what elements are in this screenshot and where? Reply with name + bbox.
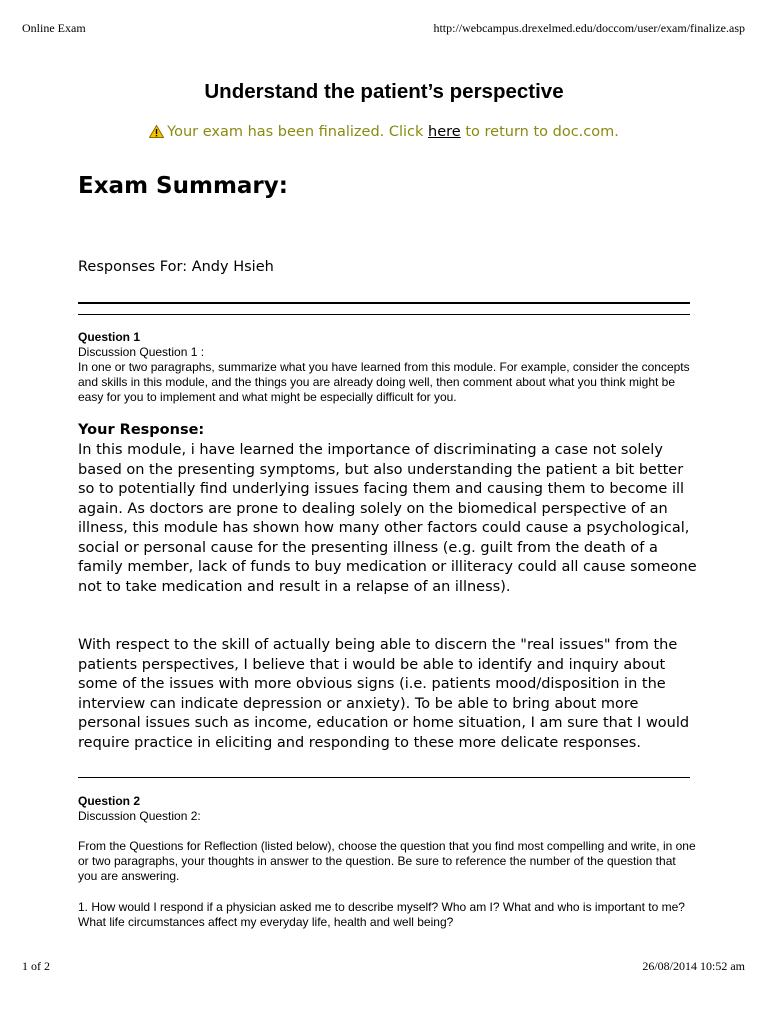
question-2-heading: Question 2 <box>78 794 141 808</box>
question-2-prompt: From the Questions for Reflection (listed below), choose the question that you find most compelling and write, in one or two paragraphs, your thoughts in answer to the question. Be sure to reference the number of the question that you are answering. <box>78 839 696 883</box>
footer-timestamp: 26/08/2014 10:52 am <box>642 959 745 973</box>
divider-question-2 <box>78 777 690 778</box>
notice-text-after: to return to doc.com. <box>460 124 619 140</box>
response-paragraph-2: With respect to the skill of actually being able to discern the "real issues" from the patients perspectives, I believe that i would be able to identify and inquiry about some of the issues with more obvious signs (i.e. patients mood/disposition in the interview can indicate depression or anxiety). To be able to bring about more personal issues such as income, education or home situation, I am sure that I would require practice in eliciting and responding to these more delicate responses. <box>78 637 690 751</box>
question-2-item-1: 1. How would I respond if a physician asked me to describe myself? Who am I? What and who is important to me? What life circumstances affect my everyday life, health and well being? <box>78 900 685 929</box>
warning-icon <box>149 125 164 142</box>
return-link[interactable]: here <box>428 124 461 140</box>
header-url: http://webcampus.drexelmed.edu/doccom/user/exam/finalize.asp <box>433 21 745 35</box>
question-1-prompt: In one or two paragraphs, summarize what you have learned from this module. For example, consider the concepts and skills in this module, and the things you are already doing well, then comment about what you think might be easy for you to implement and what might be especially difficult for you. <box>78 360 690 404</box>
page-title: Understand the patient’s perspective <box>204 80 564 103</box>
footer-page-number: 1 of 2 <box>22 959 50 973</box>
response-paragraph-1: In this module, i have learned the importance of discriminating a case not solely based on the presenting symptoms, but also understanding the patient a bit better so to potentially find underlying issues facing them and causing them to become ill again. As doctors are prone to dealing solely on the biomedical perspective of an illness, this module has shown how many other factors could cause a psychological, social or personal cause for the presenting illness (e.g. guilt from the death of a family member, lack of funds to buy medication or illiteracy could all cause someone not to take medication and result in a relapse of an illness). <box>78 442 697 595</box>
question-1-heading: Question 1 <box>78 330 141 344</box>
notice-text-before: Your exam has been finalized. Click <box>167 124 429 140</box>
responses-for: Responses For: Andy Hsieh <box>78 259 274 275</box>
divider-top-thin <box>78 314 690 315</box>
finalized-notice <box>0 124 768 142</box>
question-1-subheading: Discussion Question 1 : <box>78 345 205 359</box>
question-2-subheading: Discussion Question 2: <box>78 809 201 823</box>
your-response-heading: Your Response: <box>78 422 205 438</box>
divider-top <box>78 302 690 304</box>
exam-summary-heading: Exam Summary: <box>78 173 288 199</box>
header-page-title: Online Exam <box>22 21 86 35</box>
